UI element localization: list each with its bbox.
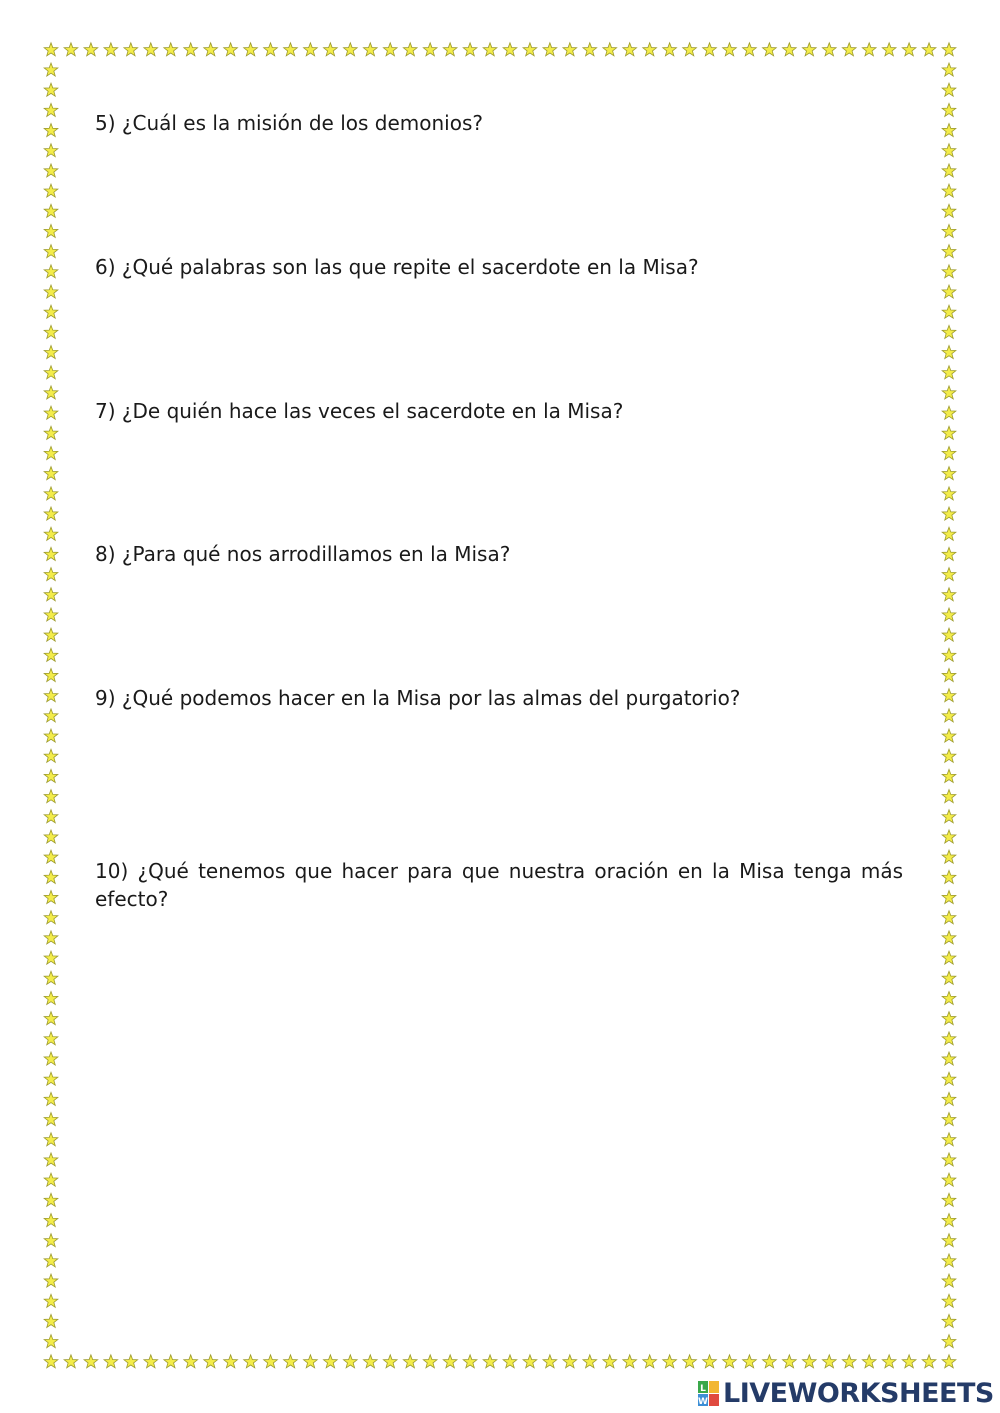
star-icon bbox=[523, 43, 537, 56]
star-icon bbox=[942, 608, 956, 621]
star-icon bbox=[942, 709, 956, 722]
star-icon bbox=[942, 1254, 956, 1267]
star-icon bbox=[942, 850, 956, 863]
star-icon bbox=[44, 487, 58, 500]
star-icon bbox=[463, 1355, 477, 1368]
star-icon bbox=[44, 103, 58, 116]
star-icon bbox=[44, 1294, 58, 1307]
star-icon bbox=[144, 1355, 158, 1368]
star-icon bbox=[44, 527, 58, 540]
star-icon bbox=[44, 830, 58, 843]
star-icon bbox=[44, 1234, 58, 1247]
star-icon bbox=[942, 386, 956, 399]
liveworksheets-logo-icon bbox=[698, 1381, 720, 1407]
star-icon bbox=[244, 1355, 258, 1368]
star-icon bbox=[942, 245, 956, 258]
star-icon bbox=[942, 1113, 956, 1126]
star-icon bbox=[44, 1153, 58, 1166]
star-icon bbox=[942, 769, 956, 782]
star-icon bbox=[44, 204, 58, 217]
star-icon bbox=[743, 1355, 757, 1368]
star-icon bbox=[942, 1092, 956, 1105]
star-icon bbox=[44, 1113, 58, 1126]
star-icon bbox=[463, 43, 477, 56]
star-icon bbox=[683, 43, 697, 56]
star-icon bbox=[942, 1173, 956, 1186]
star-icon bbox=[603, 1355, 617, 1368]
star-icon bbox=[942, 588, 956, 601]
star-icon bbox=[942, 265, 956, 278]
star-icon bbox=[44, 43, 58, 56]
star-icon bbox=[44, 1193, 58, 1206]
star-icon bbox=[763, 43, 777, 56]
star-icon bbox=[124, 1355, 138, 1368]
star-icon bbox=[44, 83, 58, 96]
star-icon bbox=[942, 1012, 956, 1025]
star-icon bbox=[942, 426, 956, 439]
star-icon bbox=[942, 1193, 956, 1206]
star-icon bbox=[942, 830, 956, 843]
question-8: 8) ¿Para qué nos arrodillamos en la Misa? bbox=[95, 542, 511, 566]
star-icon bbox=[44, 1032, 58, 1045]
star-icon bbox=[942, 971, 956, 984]
star-icon bbox=[324, 1355, 338, 1368]
star-icon bbox=[44, 184, 58, 197]
star-icon bbox=[942, 1032, 956, 1045]
star-icon bbox=[44, 406, 58, 419]
star-icon bbox=[44, 1214, 58, 1227]
star-icon bbox=[942, 366, 956, 379]
star-icon bbox=[44, 1335, 58, 1348]
star-icon bbox=[44, 1355, 58, 1368]
star-icon bbox=[44, 870, 58, 883]
star-icon bbox=[44, 709, 58, 722]
star-icon bbox=[942, 1133, 956, 1146]
star-icon bbox=[363, 43, 377, 56]
logo-text: LIVEWORKSHEETS bbox=[723, 1378, 994, 1409]
star-icon bbox=[942, 1294, 956, 1307]
question-5: 5) ¿Cuál es la misión de los demonios? bbox=[95, 111, 483, 135]
star-icon bbox=[822, 1355, 836, 1368]
star-icon bbox=[44, 1092, 58, 1105]
star-icon bbox=[383, 43, 397, 56]
star-icon bbox=[44, 669, 58, 682]
star-icon bbox=[942, 124, 956, 137]
star-icon bbox=[862, 1355, 876, 1368]
logo-mark-letter-l: L bbox=[700, 1384, 706, 1394]
star-icon bbox=[164, 1355, 178, 1368]
star-icon bbox=[403, 1355, 417, 1368]
star-icon bbox=[942, 527, 956, 540]
star-icon bbox=[942, 164, 956, 177]
star-icon bbox=[942, 689, 956, 702]
star-icon bbox=[44, 245, 58, 258]
star-icon bbox=[902, 1355, 916, 1368]
star-icon bbox=[942, 628, 956, 641]
star-icon bbox=[164, 43, 178, 56]
star-icon bbox=[104, 43, 118, 56]
star-icon bbox=[44, 124, 58, 137]
star-icon bbox=[763, 1355, 777, 1368]
star-icon bbox=[44, 305, 58, 318]
question-6: 6) ¿Qué palabras son las que repite el sacerdote en la Misa? bbox=[95, 255, 699, 279]
logo-mark-letter-w: W bbox=[698, 1397, 708, 1407]
star-icon bbox=[543, 1355, 557, 1368]
star-icon bbox=[523, 1355, 537, 1368]
star-icon bbox=[942, 911, 956, 924]
star-icon bbox=[862, 43, 876, 56]
star-icon bbox=[44, 547, 58, 560]
star-icon bbox=[304, 43, 318, 56]
star-icon bbox=[583, 1355, 597, 1368]
star-icon bbox=[942, 1234, 956, 1247]
star-icon bbox=[44, 386, 58, 399]
star-icon bbox=[284, 1355, 298, 1368]
star-icon bbox=[942, 83, 956, 96]
star-icon bbox=[44, 144, 58, 157]
star-icon bbox=[324, 43, 338, 56]
star-icon bbox=[822, 43, 836, 56]
star-icon bbox=[44, 1012, 58, 1025]
star-icon bbox=[84, 43, 98, 56]
star-icon bbox=[184, 1355, 198, 1368]
star-icon bbox=[543, 43, 557, 56]
star-icon bbox=[44, 689, 58, 702]
star-icon bbox=[44, 729, 58, 742]
star-icon bbox=[44, 810, 58, 823]
star-icon bbox=[942, 810, 956, 823]
star-icon bbox=[623, 43, 637, 56]
star-icon bbox=[44, 1133, 58, 1146]
star-icon bbox=[184, 43, 198, 56]
star-icon bbox=[563, 1355, 577, 1368]
star-icon bbox=[443, 43, 457, 56]
star-icon bbox=[583, 43, 597, 56]
star-icon bbox=[882, 1355, 896, 1368]
star-icon bbox=[124, 43, 138, 56]
star-icon bbox=[363, 1355, 377, 1368]
star-icon bbox=[44, 346, 58, 359]
star-icon bbox=[942, 1355, 956, 1368]
star-icon bbox=[244, 43, 258, 56]
star-icon bbox=[942, 305, 956, 318]
star-icon bbox=[44, 1254, 58, 1267]
star-icon bbox=[942, 1274, 956, 1287]
star-icon bbox=[44, 1052, 58, 1065]
star-icon bbox=[224, 1355, 238, 1368]
star-icon bbox=[783, 1355, 797, 1368]
star-icon bbox=[942, 547, 956, 560]
star-icon bbox=[942, 1314, 956, 1327]
star-icon bbox=[563, 43, 577, 56]
star-icon bbox=[942, 1052, 956, 1065]
star-icon bbox=[44, 164, 58, 177]
star-icon bbox=[44, 467, 58, 480]
star-icon bbox=[44, 1173, 58, 1186]
star-icon bbox=[64, 43, 78, 56]
star-icon bbox=[942, 1153, 956, 1166]
star-icon bbox=[44, 446, 58, 459]
star-icon bbox=[922, 1355, 936, 1368]
star-icon bbox=[942, 1072, 956, 1085]
star-icon bbox=[44, 648, 58, 661]
star-icon bbox=[104, 1355, 118, 1368]
star-icon bbox=[423, 43, 437, 56]
star-icon bbox=[703, 43, 717, 56]
star-icon bbox=[942, 63, 956, 76]
star-icon bbox=[743, 43, 757, 56]
star-icon bbox=[224, 43, 238, 56]
star-icon bbox=[483, 1355, 497, 1368]
star-icon bbox=[483, 43, 497, 56]
star-icon bbox=[942, 224, 956, 237]
star-icon bbox=[623, 1355, 637, 1368]
star-icon bbox=[942, 507, 956, 520]
star-icon bbox=[343, 43, 357, 56]
star-icon bbox=[44, 951, 58, 964]
star-icon bbox=[942, 951, 956, 964]
star-icon bbox=[942, 648, 956, 661]
star-icon bbox=[723, 43, 737, 56]
liveworksheets-logo[interactable] bbox=[698, 1377, 994, 1411]
star-icon bbox=[44, 790, 58, 803]
star-icon bbox=[443, 1355, 457, 1368]
star-icon bbox=[503, 43, 517, 56]
star-icon bbox=[383, 1355, 397, 1368]
star-icon bbox=[842, 43, 856, 56]
star-icon bbox=[663, 43, 677, 56]
star-icon bbox=[942, 1214, 956, 1227]
star-icon bbox=[942, 406, 956, 419]
star-icon bbox=[304, 1355, 318, 1368]
star-icon bbox=[44, 991, 58, 1004]
star-icon bbox=[204, 43, 218, 56]
star-icon bbox=[802, 43, 816, 56]
star-icon bbox=[842, 1355, 856, 1368]
star-icon bbox=[264, 43, 278, 56]
star-icon bbox=[44, 1072, 58, 1085]
star-icon bbox=[44, 749, 58, 762]
star-icon bbox=[44, 850, 58, 863]
star-icon bbox=[922, 43, 936, 56]
star-icon bbox=[723, 1355, 737, 1368]
star-icon bbox=[44, 628, 58, 641]
star-icon bbox=[204, 1355, 218, 1368]
star-icon bbox=[942, 991, 956, 1004]
star-icon bbox=[942, 669, 956, 682]
star-icon bbox=[44, 1274, 58, 1287]
star-icon bbox=[84, 1355, 98, 1368]
star-icon bbox=[44, 769, 58, 782]
star-icon bbox=[942, 144, 956, 157]
star-icon bbox=[942, 870, 956, 883]
star-icon bbox=[44, 285, 58, 298]
star-icon bbox=[942, 931, 956, 944]
star-icon bbox=[403, 43, 417, 56]
star-icon bbox=[942, 729, 956, 742]
star-icon bbox=[44, 971, 58, 984]
star-icon bbox=[942, 285, 956, 298]
star-icon bbox=[942, 346, 956, 359]
star-icon bbox=[44, 911, 58, 924]
star-icon bbox=[942, 790, 956, 803]
star-icon bbox=[284, 43, 298, 56]
star-icon bbox=[44, 224, 58, 237]
star-icon bbox=[44, 265, 58, 278]
star-icon bbox=[802, 1355, 816, 1368]
star-icon bbox=[942, 749, 956, 762]
star-icon bbox=[44, 63, 58, 76]
star-icon bbox=[902, 43, 916, 56]
star-icon bbox=[643, 43, 657, 56]
star-icon bbox=[663, 1355, 677, 1368]
star-icon bbox=[882, 43, 896, 56]
star-icon bbox=[44, 931, 58, 944]
star-icon bbox=[44, 568, 58, 581]
star-icon bbox=[942, 891, 956, 904]
question-9: 9) ¿Qué podemos hacer en la Misa por las almas del purgatorio? bbox=[95, 686, 741, 710]
star-icon bbox=[44, 588, 58, 601]
star-icon bbox=[343, 1355, 357, 1368]
star-icon bbox=[942, 446, 956, 459]
question-10: 10) ¿Qué tenemos que hacer para que nuestra oración en la Misa tenga más efecto? bbox=[95, 859, 903, 911]
star-icon bbox=[942, 184, 956, 197]
star-icon bbox=[44, 366, 58, 379]
star-icon bbox=[44, 426, 58, 439]
star-icon bbox=[703, 1355, 717, 1368]
star-icon bbox=[643, 1355, 657, 1368]
star-icon bbox=[942, 1335, 956, 1348]
star-icon bbox=[942, 103, 956, 116]
star-icon bbox=[44, 325, 58, 338]
star-icon bbox=[264, 1355, 278, 1368]
star-icon bbox=[423, 1355, 437, 1368]
star-icon bbox=[942, 467, 956, 480]
star-icon bbox=[783, 43, 797, 56]
star-icon bbox=[942, 204, 956, 217]
star-icon bbox=[942, 325, 956, 338]
star-icon bbox=[64, 1355, 78, 1368]
star-icon bbox=[503, 1355, 517, 1368]
star-icon bbox=[44, 608, 58, 621]
star-icon bbox=[942, 487, 956, 500]
star-icon bbox=[603, 43, 617, 56]
question-7: 7) ¿De quién hace las veces el sacerdote en la Misa? bbox=[95, 399, 624, 423]
star-icon bbox=[144, 43, 158, 56]
star-icon bbox=[44, 891, 58, 904]
star-icon bbox=[942, 568, 956, 581]
star-icon bbox=[942, 43, 956, 56]
star-icon bbox=[44, 507, 58, 520]
star-icon bbox=[683, 1355, 697, 1368]
star-icon bbox=[44, 1314, 58, 1327]
